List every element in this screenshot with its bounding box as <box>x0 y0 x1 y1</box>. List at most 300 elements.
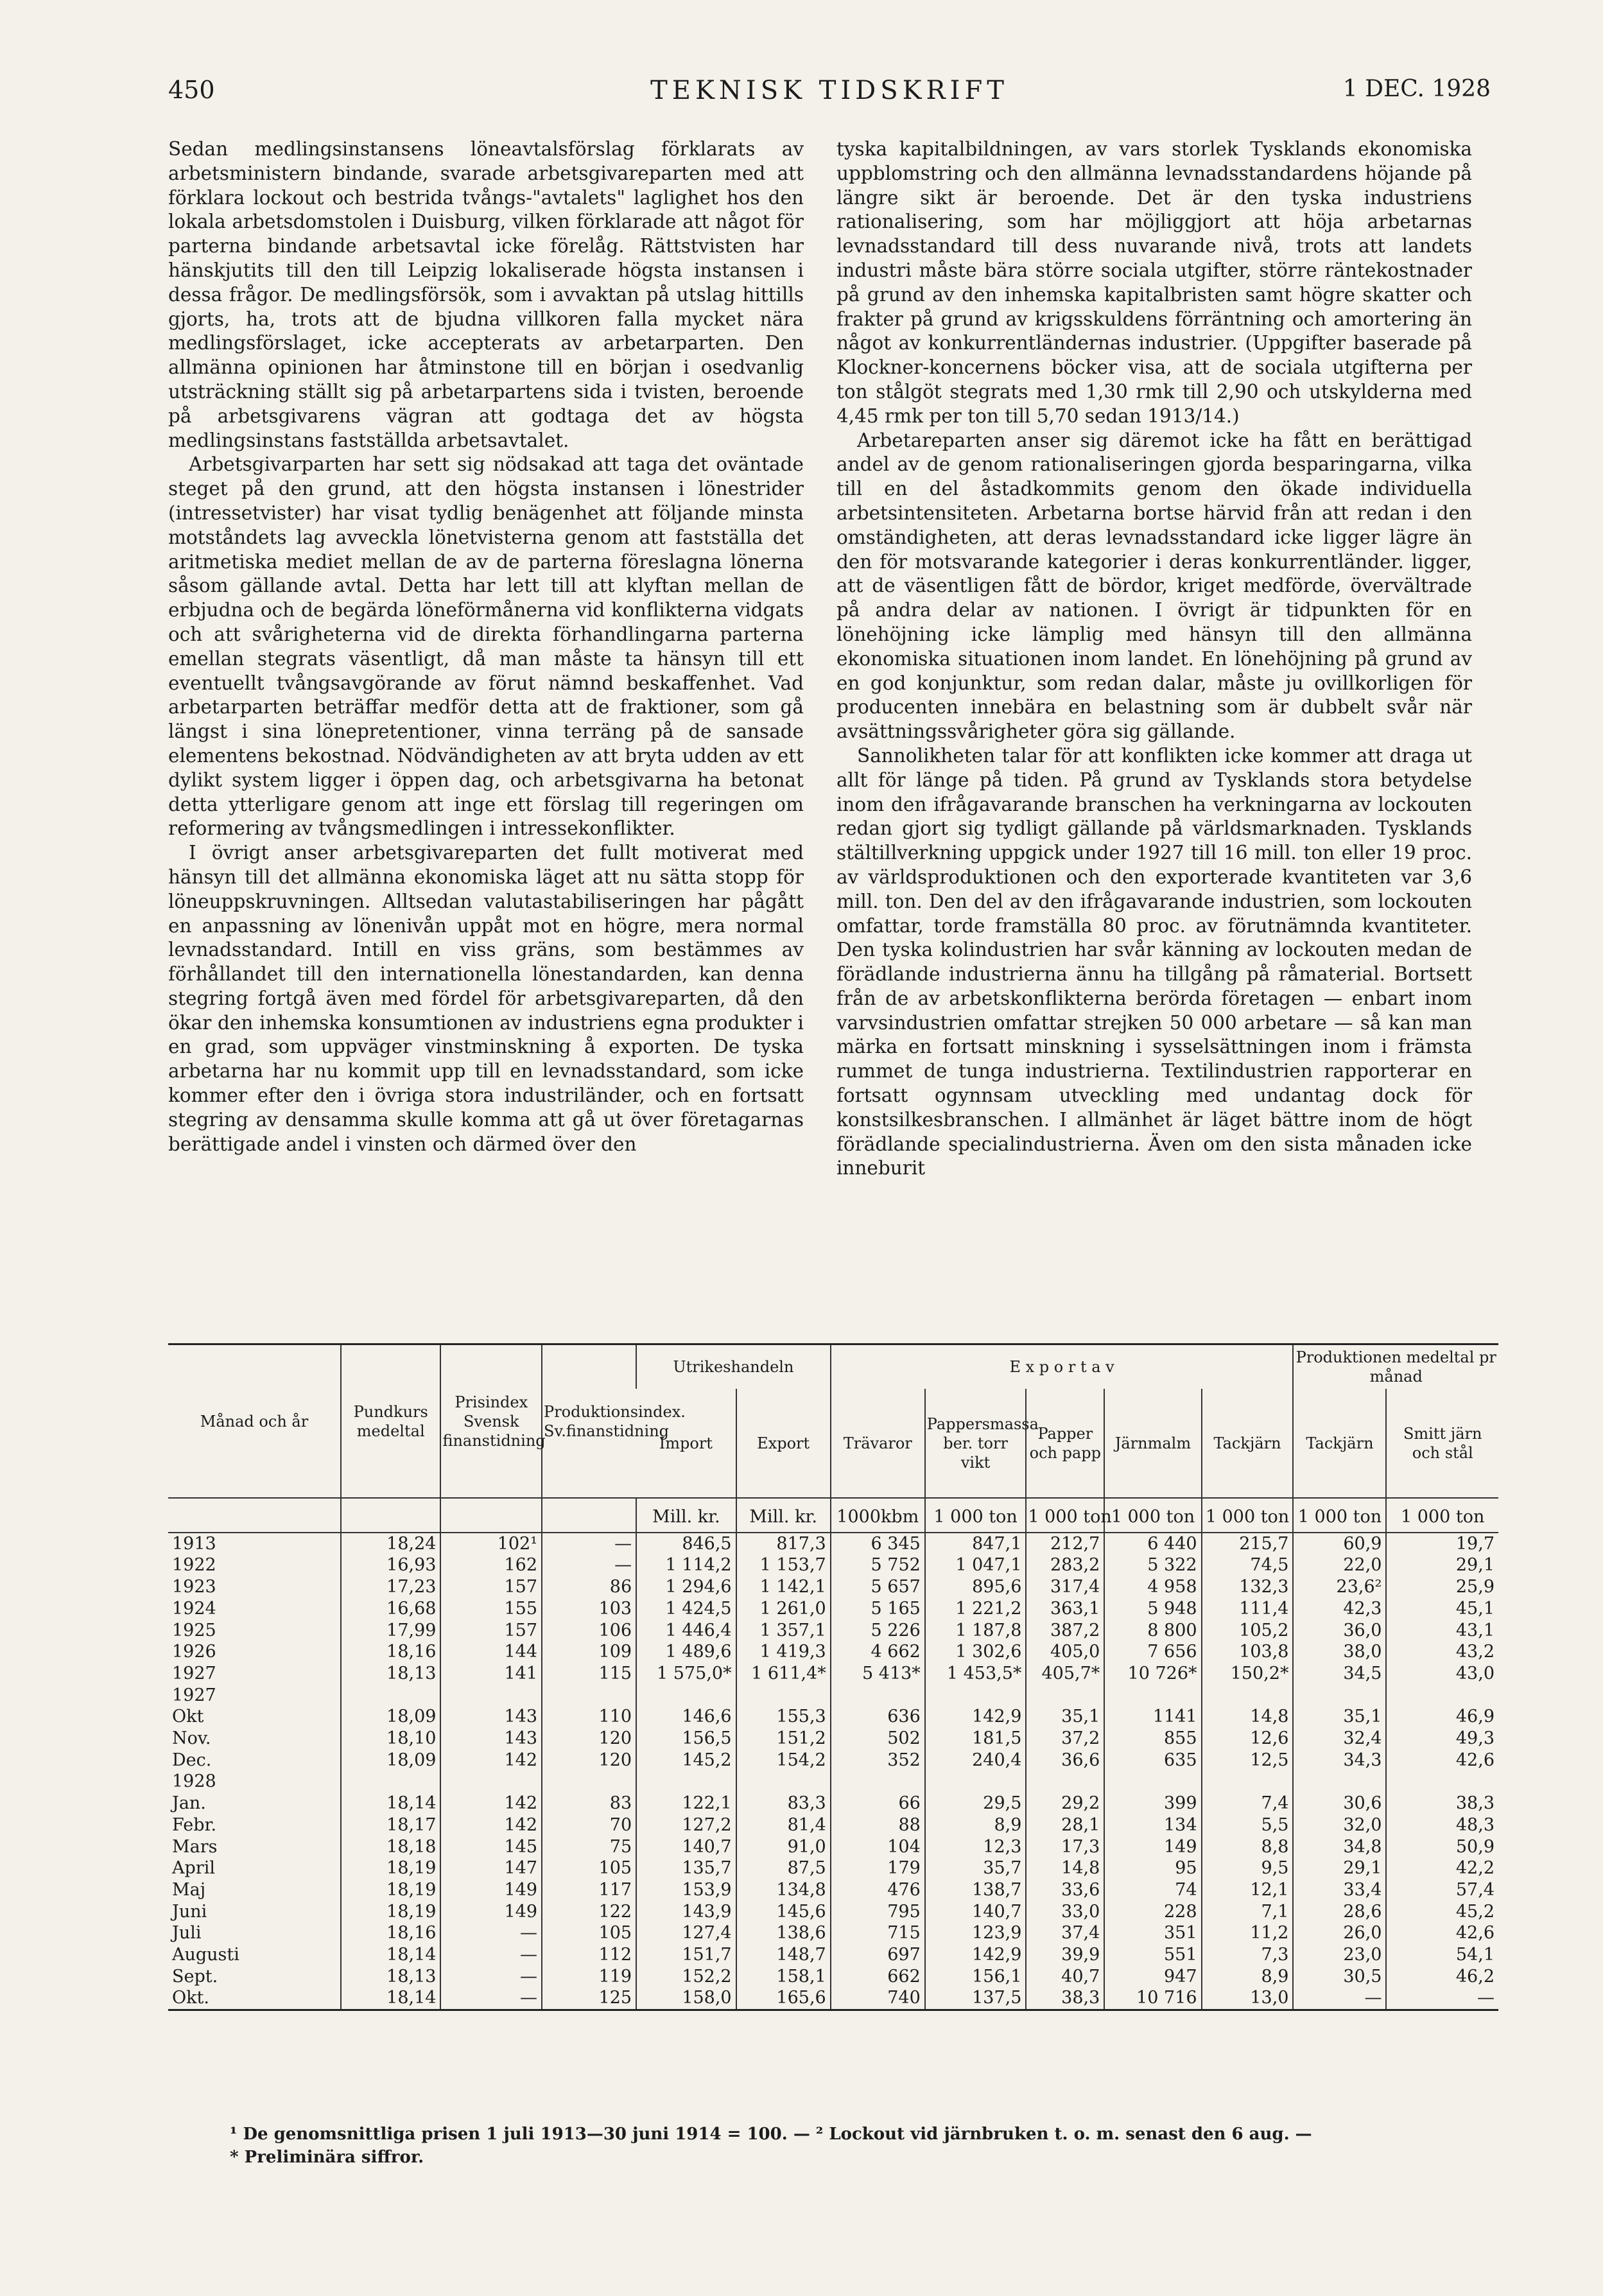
unit-cell: 1 000 ton <box>1293 1498 1386 1533</box>
table-cell: 87,5 <box>736 1857 831 1879</box>
table-cell: — <box>440 1922 542 1944</box>
row-label: 1928 <box>172 1771 216 1792</box>
table-cell: 18,14 <box>341 1793 440 1814</box>
table-cell: 95 <box>1104 1857 1201 1879</box>
row-label: 1923 <box>172 1577 216 1597</box>
unit-cell <box>542 1498 636 1533</box>
table-cell: 142,9 <box>925 1944 1027 1966</box>
header-production: Produktionen medeltal pr månad <box>1293 1344 1498 1389</box>
table-cell: 158,1 <box>736 1966 831 1988</box>
table-cell: — <box>542 1554 636 1576</box>
table-cell: — <box>440 1966 542 1988</box>
table-cell: 32,0 <box>1293 1814 1386 1836</box>
table-cell: 127,2 <box>636 1814 736 1836</box>
table-cell: 46,2 <box>1386 1966 1498 1988</box>
table-cell: 1141 <box>1104 1706 1201 1728</box>
table-cell: 145 <box>440 1836 542 1858</box>
table-cell <box>1293 1771 1386 1793</box>
table-cell <box>1293 1685 1386 1707</box>
table-cell: 146,6 <box>636 1706 736 1728</box>
unit-cell: Mill. kr. <box>636 1498 736 1533</box>
table-cell: 148,7 <box>736 1944 831 1966</box>
row-label: 1913 <box>172 1533 216 1554</box>
table-cell: 74 <box>1104 1879 1201 1901</box>
table-cell: 88 <box>831 1814 925 1836</box>
table-cell: 26,0 <box>1293 1922 1386 1944</box>
table-cell: 405,7* <box>1026 1663 1104 1685</box>
table-cell: 5 752 <box>831 1554 925 1576</box>
table-cell: 91,0 <box>736 1836 831 1858</box>
table-cell: 12,5 <box>1202 1750 1294 1771</box>
table-row <box>168 1857 1498 1879</box>
table-cell: 29,2 <box>1026 1793 1104 1814</box>
table-cell: 212,7 <box>1026 1533 1104 1555</box>
table-cell: 7 656 <box>1104 1641 1201 1663</box>
table-cell: 1 142,1 <box>736 1576 831 1598</box>
header-pulp: Pappersmassa ber. torr vikt <box>925 1389 1027 1498</box>
paragraph: I övrigt anser arbetsgivareparten det fullt motiverat med hänsyn till det allmänna ekonomiska läget att nu sätta stopp för löneuppskruvningen. Alltsedan valutastabiliseringen har pågått en anpassning av lönenivån uppåt mot en högre, mera normal levnadsstandard. Intill en viss gräns, som bestämmes av förhållandet till den internationella lönestandarden, kan denna stegring fortgå även med fördel för arbetsgivareparten, då den ökar den inhemska konsumtionen av industriens egna produkter i en grad, som uppväger vinstminskning å exporten. De tyska arbetarna har nu kommit upp till en levnadsstandard, som icke kommer efter den i övriga stora industriländer, och en fortsatt stegring av densamma skulle komma att gå ut över företagarnas berättigade andel i vinsten och därmed över den <box>168 842 804 1155</box>
table-cell: 14,8 <box>1026 1857 1104 1879</box>
table-cell: 10 726* <box>1104 1663 1201 1685</box>
table-cell: — <box>1386 1987 1498 2010</box>
table-cell: 351 <box>1104 1922 1201 1944</box>
table-cell: 17,99 <box>341 1620 440 1642</box>
table-cell: 18,09 <box>341 1750 440 1771</box>
table-cell: 5 413* <box>831 1663 925 1685</box>
right-text-column <box>836 137 1472 1181</box>
table-row <box>168 1966 1498 1988</box>
table-cell: — <box>440 1944 542 1966</box>
table-cell: 158,0 <box>636 1987 736 2010</box>
table-cell: 18,24 <box>341 1533 440 1555</box>
header-pound-rate: Pundkurs medeltal <box>341 1344 440 1499</box>
table-cell: 5 657 <box>831 1576 925 1598</box>
table-cell: 25,9 <box>1386 1576 1498 1598</box>
paragraph: Sedan medlingsinstansens löneavtalsförslag förklarats av arbetsministern bindande, svarade arbetsgivareparten med att förklara lockout och bestrida tvångs-"avtalets" laglighet hos den lokala arbetsdomstolen i Duisburg, vilken förklarade att något för parterna bindande arbetsavtal icke förelåg. Rättstvisten har hänskjutits till den till Leipzig lokaliserade högsta instansen i dessa frågor. De medlingsförsök, som i avvaktan på utslag hittills gjorts, ha, trots att de bjudna villkoren falla mycket nära medlingsförslaget, icke accepterats av arbetarparten. Den allmänna opinionen har åtminstone till en början i osedvanlig utsträckning ställt sig på arbetarpartens sida i tvisten, beroende på arbetsgivarens vägran att godtaga det av högsta medlingsinstans fastställda arbetsavtalet. <box>168 138 804 451</box>
table-cell: 1 294,6 <box>636 1576 736 1598</box>
table-cell: 28,1 <box>1026 1814 1104 1836</box>
row-label: April <box>172 1858 215 1879</box>
table-cell: 156,1 <box>925 1966 1027 1988</box>
table-cell: 66 <box>831 1793 925 1814</box>
row-label: 1924 <box>172 1598 216 1619</box>
table-row <box>168 1598 1498 1620</box>
table-cell: 405,0 <box>1026 1641 1104 1663</box>
table-cell: 18,19 <box>341 1879 440 1901</box>
table-cell: 45,2 <box>1386 1901 1498 1923</box>
table-cell: 23,6² <box>1293 1576 1386 1598</box>
table-cell: 149 <box>440 1901 542 1923</box>
table-cell: 228 <box>1104 1901 1201 1923</box>
table-row <box>168 1641 1498 1663</box>
header-pig-iron-production: Tackjärn <box>1293 1389 1386 1498</box>
table-cell: 150,2* <box>1202 1663 1294 1685</box>
table-cell: 165,6 <box>736 1987 831 2010</box>
header-price-index: Prisindex Svensk finanstidning <box>440 1344 542 1499</box>
table-cell: 11,2 <box>1202 1922 1294 1944</box>
paragraph: Arbetareparten anser sig däremot icke ha fått en berättigad andel av de genom rationaliseringen gjorda besparingarna, vilka till en del åstadkommits genom den ökade individuella arbetsintensiteten. Arbetarna bortse härvid från att redan i den omständigheten, att deras levnadsstandard icke ligger lägre än den för motsvarande kategorier i deras konkurrentländer. ligger, att de väsentligen fått de bördor, kriget medförde, övervältrade på andra delar av nationen. I övrigt är tidpunkten för en lönehöjning icke lämplig med hänsyn till den allmänna ekonomiska situationen inom landet. En lönehöjning på grund av en god konjunktur, som redan dalar, måste ju ovillkorligen för producenten innebära en belastning som är dubbelt svår när avsättningssvårigheter göra sig gällande. <box>836 429 1472 743</box>
table-cell: 42,6 <box>1386 1922 1498 1944</box>
table-row <box>168 1836 1498 1858</box>
unit-cell: 1 000 ton <box>1026 1498 1104 1533</box>
table-cell: 143 <box>440 1706 542 1728</box>
table-cell <box>542 1771 636 1793</box>
row-label: 1926 <box>172 1642 216 1662</box>
table-cell: 38,0 <box>1293 1641 1386 1663</box>
table-cell: 1 187,8 <box>925 1620 1027 1642</box>
table-cell: 110 <box>542 1706 636 1728</box>
table-cell: 551 <box>1104 1944 1201 1966</box>
table-cell: 39,9 <box>1026 1944 1104 1966</box>
table-cell: 74,5 <box>1202 1554 1294 1576</box>
table-row <box>168 1879 1498 1901</box>
table-cell: 18,16 <box>341 1641 440 1663</box>
table-cell: 1 114,2 <box>636 1554 736 1576</box>
header-foreign-trade: Utrikeshandeln <box>636 1344 831 1389</box>
table-cell: 60,9 <box>1293 1533 1386 1555</box>
table-cell: 35,1 <box>1026 1706 1104 1728</box>
table-cell: 5,5 <box>1202 1814 1294 1836</box>
table-cell: 35,7 <box>925 1857 1027 1879</box>
table-cell: 125 <box>542 1987 636 2010</box>
table-cell: 4 662 <box>831 1641 925 1663</box>
table-cell: 1 446,4 <box>636 1620 736 1642</box>
table-cell: 123,9 <box>925 1922 1027 1944</box>
footnotes <box>230 2123 1312 2169</box>
table-cell: 22,0 <box>1293 1554 1386 1576</box>
table-cell: 149 <box>1104 1836 1201 1858</box>
table-cell: 855 <box>1104 1728 1201 1750</box>
unit-cell: Mill. kr. <box>736 1498 831 1533</box>
unit-cell: 1 000 ton <box>1104 1498 1201 1533</box>
table-row <box>168 1987 1498 2010</box>
table-cell: 104 <box>831 1836 925 1858</box>
table-cell: 142 <box>440 1750 542 1771</box>
table-row <box>168 1814 1498 1836</box>
statistics-table-wrapper <box>168 1343 1498 2011</box>
row-label: Febr. <box>172 1814 217 1835</box>
row-label: Sept. <box>172 1966 218 1987</box>
table-cell: 7,3 <box>1202 1944 1294 1966</box>
left-text-column <box>168 137 804 1156</box>
table-cell <box>636 1771 736 1793</box>
table-cell: 33,6 <box>1026 1879 1104 1901</box>
table-cell: 86 <box>542 1576 636 1598</box>
header-month: Månad och år <box>168 1344 341 1499</box>
table-cell: 363,1 <box>1026 1598 1104 1620</box>
table-cell: 12,6 <box>1202 1728 1294 1750</box>
table-cell: 14,8 <box>1202 1706 1294 1728</box>
table-cell: 795 <box>831 1901 925 1923</box>
table-cell: 111,4 <box>1202 1598 1294 1620</box>
row-label: Juli <box>172 1923 202 1944</box>
page-number: 450 <box>168 76 215 104</box>
table-cell: 127,4 <box>636 1922 736 1944</box>
table-cell: 83,3 <box>736 1793 831 1814</box>
table-cell: 42,6 <box>1386 1750 1498 1771</box>
table-cell: 1 153,7 <box>736 1554 831 1576</box>
table-row <box>168 1685 1498 1707</box>
table-cell: 35,1 <box>1293 1706 1386 1728</box>
table-cell: 18,19 <box>341 1901 440 1923</box>
header-production-index: Produktionsindex. Sv.finanstidning <box>542 1344 636 1499</box>
unit-cell <box>341 1498 440 1533</box>
journal-title: TEKNISK TIDSKRIFT <box>650 76 1009 105</box>
table-cell: 5 165 <box>831 1598 925 1620</box>
table-row <box>168 1901 1498 1923</box>
row-label: 1922 <box>172 1555 216 1576</box>
table-cell: 817,3 <box>736 1533 831 1555</box>
table-cell: 5 948 <box>1104 1598 1201 1620</box>
table-cell: 1 419,3 <box>736 1641 831 1663</box>
issue-date: 1 DEC. 1928 <box>1342 76 1491 102</box>
table-cell: 29,1 <box>1386 1554 1498 1576</box>
row-label: 1927 <box>172 1685 216 1705</box>
header-pig-iron-export: Tackjärn <box>1202 1389 1294 1498</box>
table-cell: 45,1 <box>1386 1598 1498 1620</box>
table-cell: 9,5 <box>1202 1857 1294 1879</box>
table-cell: 7,4 <box>1202 1793 1294 1814</box>
table-cell: 103 <box>542 1598 636 1620</box>
table-cell: 155,3 <box>736 1706 831 1728</box>
unit-cell: 1 000 ton <box>1386 1498 1498 1533</box>
table-cell: 34,8 <box>1293 1836 1386 1858</box>
table-cell: 135,7 <box>636 1857 736 1879</box>
table-cell: 715 <box>831 1922 925 1944</box>
row-label: Nov. <box>172 1728 211 1749</box>
table-cell: 33,4 <box>1293 1879 1386 1901</box>
table-cell <box>736 1685 831 1707</box>
table-cell: 10 716 <box>1104 1987 1201 2010</box>
table-cell: 43,2 <box>1386 1641 1498 1663</box>
table-cell: 17,3 <box>1026 1836 1104 1858</box>
table-cell: 81,4 <box>736 1814 831 1836</box>
row-label: Maj <box>172 1879 206 1900</box>
row-label: Augusti <box>172 1945 239 1965</box>
row-label: Okt <box>172 1707 204 1727</box>
table-cell <box>831 1771 925 1793</box>
paragraph: Arbetsgivarparten har sett sig nödsakad att taga det oväntade steget på den grund, att den högsta instansen i lönestrider (intressetvister) har visat tydlig benägenhet att följande minsta motståndets lag avveckla lönetvisterna genom att fastställa det aritmetiska mediet mellan de av de parterna föreslagna lönerna såsom gällande avtal. Detta har lett till att klyftan mellan de erbjudna och de begärda löneförmånerna vid konflikterna vidgats och att svårigheterna vid de direkta förhandlingarna parterna emellan stegrats väsentligt, då man måste ta hänsyn till ett eventuellt tvångsavgörande av förut nämnd beskaffenhet. Vad arbetarparten beträffar medför detta att de fraktioner, som gå längst i sina lönepretentioner, vinna terräng på de sansade elementens bekostnad. Nödvändigheten av att bryta udden av ett dylikt system ligger i öppen dag, och arbetsgivarna ha betonat detta ytterligare genom att inge ett förslag till regeringen om reformering av tvångsmedlingen i intressekonflikter. <box>168 453 804 840</box>
table-cell: 18,18 <box>341 1836 440 1858</box>
table-cell: 18,13 <box>341 1663 440 1685</box>
table-cell: 112 <box>542 1944 636 1966</box>
table-cell: 4 958 <box>1104 1576 1201 1598</box>
table-cell: 137,5 <box>925 1987 1027 2010</box>
table-cell <box>1202 1685 1294 1707</box>
table-cell: 143,9 <box>636 1901 736 1923</box>
table-cell: 43,0 <box>1386 1663 1498 1685</box>
table-cell: — <box>542 1533 636 1555</box>
table-cell: — <box>440 1987 542 2010</box>
table-cell <box>1104 1771 1201 1793</box>
header-export: Export <box>736 1389 831 1498</box>
table-cell <box>341 1771 440 1793</box>
table-cell: 38,3 <box>1386 1793 1498 1814</box>
table-cell: 697 <box>831 1944 925 1966</box>
table-cell: 145,2 <box>636 1750 736 1771</box>
table-cell: 105 <box>542 1922 636 1944</box>
table-cell: 240,4 <box>925 1750 1027 1771</box>
table-cell: 122 <box>542 1901 636 1923</box>
table-cell: 29,1 <box>1293 1857 1386 1879</box>
table-cell: 105,2 <box>1202 1620 1294 1642</box>
table-cell: 23,0 <box>1293 1944 1386 1966</box>
table-cell: 36,0 <box>1293 1620 1386 1642</box>
table-cell: 17,23 <box>341 1576 440 1598</box>
table-row <box>168 1728 1498 1750</box>
table-row <box>168 1771 1498 1793</box>
table-cell: 141 <box>440 1663 542 1685</box>
table-cell: 142,9 <box>925 1706 1027 1728</box>
table-cell: 134 <box>1104 1814 1201 1836</box>
table-cell: 6 345 <box>831 1533 925 1555</box>
table-cell <box>736 1771 831 1793</box>
table-cell: 120 <box>542 1728 636 1750</box>
table-cell <box>1202 1771 1294 1793</box>
footnote-1: ¹ De genomsnittliga prisen 1 juli 1913—30 juni 1914 = 100. — ² Lockout vid järnbruken t. o. m. senast den 6 aug. — <box>230 2125 1312 2144</box>
table-cell: 102¹ <box>440 1533 542 1555</box>
table-cell: 30,6 <box>1293 1793 1386 1814</box>
table-cell: 1 357,1 <box>736 1620 831 1642</box>
table-cell <box>636 1685 736 1707</box>
table-cell: 352 <box>831 1750 925 1771</box>
table-cell: 34,5 <box>1293 1663 1386 1685</box>
table-cell: 12,3 <box>925 1836 1027 1858</box>
table-cell <box>1026 1771 1104 1793</box>
table-cell: 18,09 <box>341 1706 440 1728</box>
table-cell: 70 <box>542 1814 636 1836</box>
table-cell: 502 <box>831 1728 925 1750</box>
table-cell: 42,2 <box>1386 1857 1498 1879</box>
table-cell: 19,7 <box>1386 1533 1498 1555</box>
table-cell: 43,1 <box>1386 1620 1498 1642</box>
table-cell: 145,6 <box>736 1901 831 1923</box>
row-label: Jan. <box>172 1793 206 1814</box>
table-cell <box>1104 1685 1201 1707</box>
table-cell: 662 <box>831 1966 925 1988</box>
table-cell <box>831 1685 925 1707</box>
table-cell: 18,13 <box>341 1966 440 1988</box>
table-row <box>168 1554 1498 1576</box>
page-header <box>168 76 1491 121</box>
table-cell: 8,9 <box>925 1814 1027 1836</box>
unit-cell <box>440 1498 542 1533</box>
row-label: Juni <box>172 1901 207 1922</box>
table-cell: 18,19 <box>341 1857 440 1879</box>
table-cell: 635 <box>1104 1750 1201 1771</box>
table-cell: 156,5 <box>636 1728 736 1750</box>
table-cell: 134,8 <box>736 1879 831 1901</box>
table-cell <box>925 1685 1027 1707</box>
table-cell: 947 <box>1104 1966 1201 1988</box>
table-cell: 143 <box>440 1728 542 1750</box>
table-cell: 18,10 <box>341 1728 440 1750</box>
table-cell: 46,9 <box>1386 1706 1498 1728</box>
table-cell: 12,1 <box>1202 1879 1294 1901</box>
table-cell: 38,3 <box>1026 1987 1104 2010</box>
table-cell: 49,3 <box>1386 1728 1498 1750</box>
table-cell: 7,1 <box>1202 1901 1294 1923</box>
table-cell: 6 440 <box>1104 1533 1201 1555</box>
table-cell: 115 <box>542 1663 636 1685</box>
table-cell: 18,17 <box>341 1814 440 1836</box>
table-cell: 147 <box>440 1857 542 1879</box>
table-cell: 105 <box>542 1857 636 1879</box>
table-cell: 1 575,0* <box>636 1663 736 1685</box>
table-cell: 1 424,5 <box>636 1598 736 1620</box>
table-cell: 109 <box>542 1641 636 1663</box>
table-cell: 895,6 <box>925 1576 1027 1598</box>
table-cell: 32,4 <box>1293 1728 1386 1750</box>
table-cell: 215,7 <box>1202 1533 1294 1555</box>
table-cell: 283,2 <box>1026 1554 1104 1576</box>
table-cell <box>440 1685 542 1707</box>
row-label: Dec. <box>172 1750 212 1770</box>
table-cell: 122,1 <box>636 1793 736 1814</box>
table-cell: 8,8 <box>1202 1836 1294 1858</box>
table-cell: 29,5 <box>925 1793 1027 1814</box>
table-cell: 18,16 <box>341 1922 440 1944</box>
table-row <box>168 1576 1498 1598</box>
table-row <box>168 1663 1498 1685</box>
table-cell <box>925 1771 1027 1793</box>
table-cell: — <box>1293 1987 1386 2010</box>
table-row <box>168 1706 1498 1728</box>
unit-cell <box>168 1498 341 1533</box>
table-cell: 847,1 <box>925 1533 1027 1555</box>
paragraph: Sannolikheten talar för att konflikten icke kommer att draga ut allt för länge på tiden. På grund av Tysklands stora betydelse inom den ifrågavarande branschen ha verkningarna av lockouten redan gjort sig tydligt gällande på världsmarknaden. Tysklands stältillverkning uppgick under 1927 till 16 mill. ton eller 19 proc. av världsproduktionen och den exporterade kvantiteten var 3,6 mill. ton. Den del av den ifrågavarande industrien, som lockouten omfattar, torde framställa 80 proc. av förutnämnda kvantiteter. Den tyska kolindustrien har svår känning av lockouten medan de förädlande industrierna ännu ha tillgång på råmaterial. Bortsett från de av arbetskonflikterna berörda företagen — enbart inom varvsindustrien omfattar strejken 50 000 arbetare — så kan man märka en fortsatt minskning i sysselsättningen inom i främsta rummet de tunga industrierna. Textilindustrien rapporterar en fortsatt ogynnsam utveckling med undantag dock för konstsilkesbranschen. I allmänhet är läget bättre inom de högt förädlande specialindustrierna. Även om den sista månaden icke inneburit <box>836 744 1472 1179</box>
row-label: 1925 <box>172 1620 216 1640</box>
table-row <box>168 1750 1498 1771</box>
table-cell: 16,93 <box>341 1554 440 1576</box>
table-body <box>168 1498 1498 2010</box>
table-cell: 153,9 <box>636 1879 736 1901</box>
table-cell: 103,8 <box>1202 1641 1294 1663</box>
table-cell: 50,9 <box>1386 1836 1498 1858</box>
table-cell: 48,3 <box>1386 1814 1498 1836</box>
table-cell: 1 047,1 <box>925 1554 1027 1576</box>
unit-cell: 1 000 ton <box>925 1498 1027 1533</box>
header-import: Import <box>659 1434 713 1452</box>
table-cell: 154,2 <box>736 1750 831 1771</box>
table-cell: 157 <box>440 1620 542 1642</box>
table-cell: 179 <box>831 1857 925 1879</box>
table-cell: 144 <box>440 1641 542 1663</box>
paragraph: tyska kapitalbildningen, av vars storlek Tysklands ekonomiska uppblomstring och den allmänna levnadsstandardens höjande på längre sikt är beroende. Det är den tyska industriens rationalisering, som har möjliggjort att höja arbetarnas levnadsstandard till dess nuvarande nivå, trots att landets industri måste bära större sociala utgifter, större räntekostnader på grund av den inhemska kapitalbristen samt högre skatter och frakter på grund av krigsskuldens förräntning och amortering än något av konkurrentländernas industrier. (Uppgifter baserade på Klockner-koncernens böcker visa, att de sociala utgifterna per ton stålgöt stegrats med 1,30 rmk till 2,90 och utskylderna med 4,45 rmk per ton till 5,70 sedan 1913/14.) <box>836 138 1472 427</box>
table-cell: 149 <box>440 1879 542 1901</box>
table-cell: 42,3 <box>1293 1598 1386 1620</box>
table-cell: 140,7 <box>636 1836 736 1858</box>
table-cell: 846,5 <box>636 1533 736 1555</box>
table-cell <box>1026 1685 1104 1707</box>
table-cell: 120 <box>542 1750 636 1771</box>
unit-cell: 1000kbm <box>831 1498 925 1533</box>
table-cell: 636 <box>831 1706 925 1728</box>
table-cell: 18,14 <box>341 1987 440 2010</box>
header-iron-ore: Järnmalm <box>1104 1389 1201 1498</box>
table-cell <box>1386 1771 1498 1793</box>
table-cell: 1 453,5* <box>925 1663 1027 1685</box>
table-cell: 142 <box>440 1793 542 1814</box>
table-cell: 740 <box>831 1987 925 2010</box>
table-cell: 37,2 <box>1026 1728 1104 1750</box>
table-cell: 1 302,6 <box>925 1641 1027 1663</box>
table-cell: 1 611,4* <box>736 1663 831 1685</box>
table-cell: 132,3 <box>1202 1576 1294 1598</box>
table-cell: 140,7 <box>925 1901 1027 1923</box>
table-cell: 317,4 <box>1026 1576 1104 1598</box>
table-cell: 117 <box>542 1879 636 1901</box>
